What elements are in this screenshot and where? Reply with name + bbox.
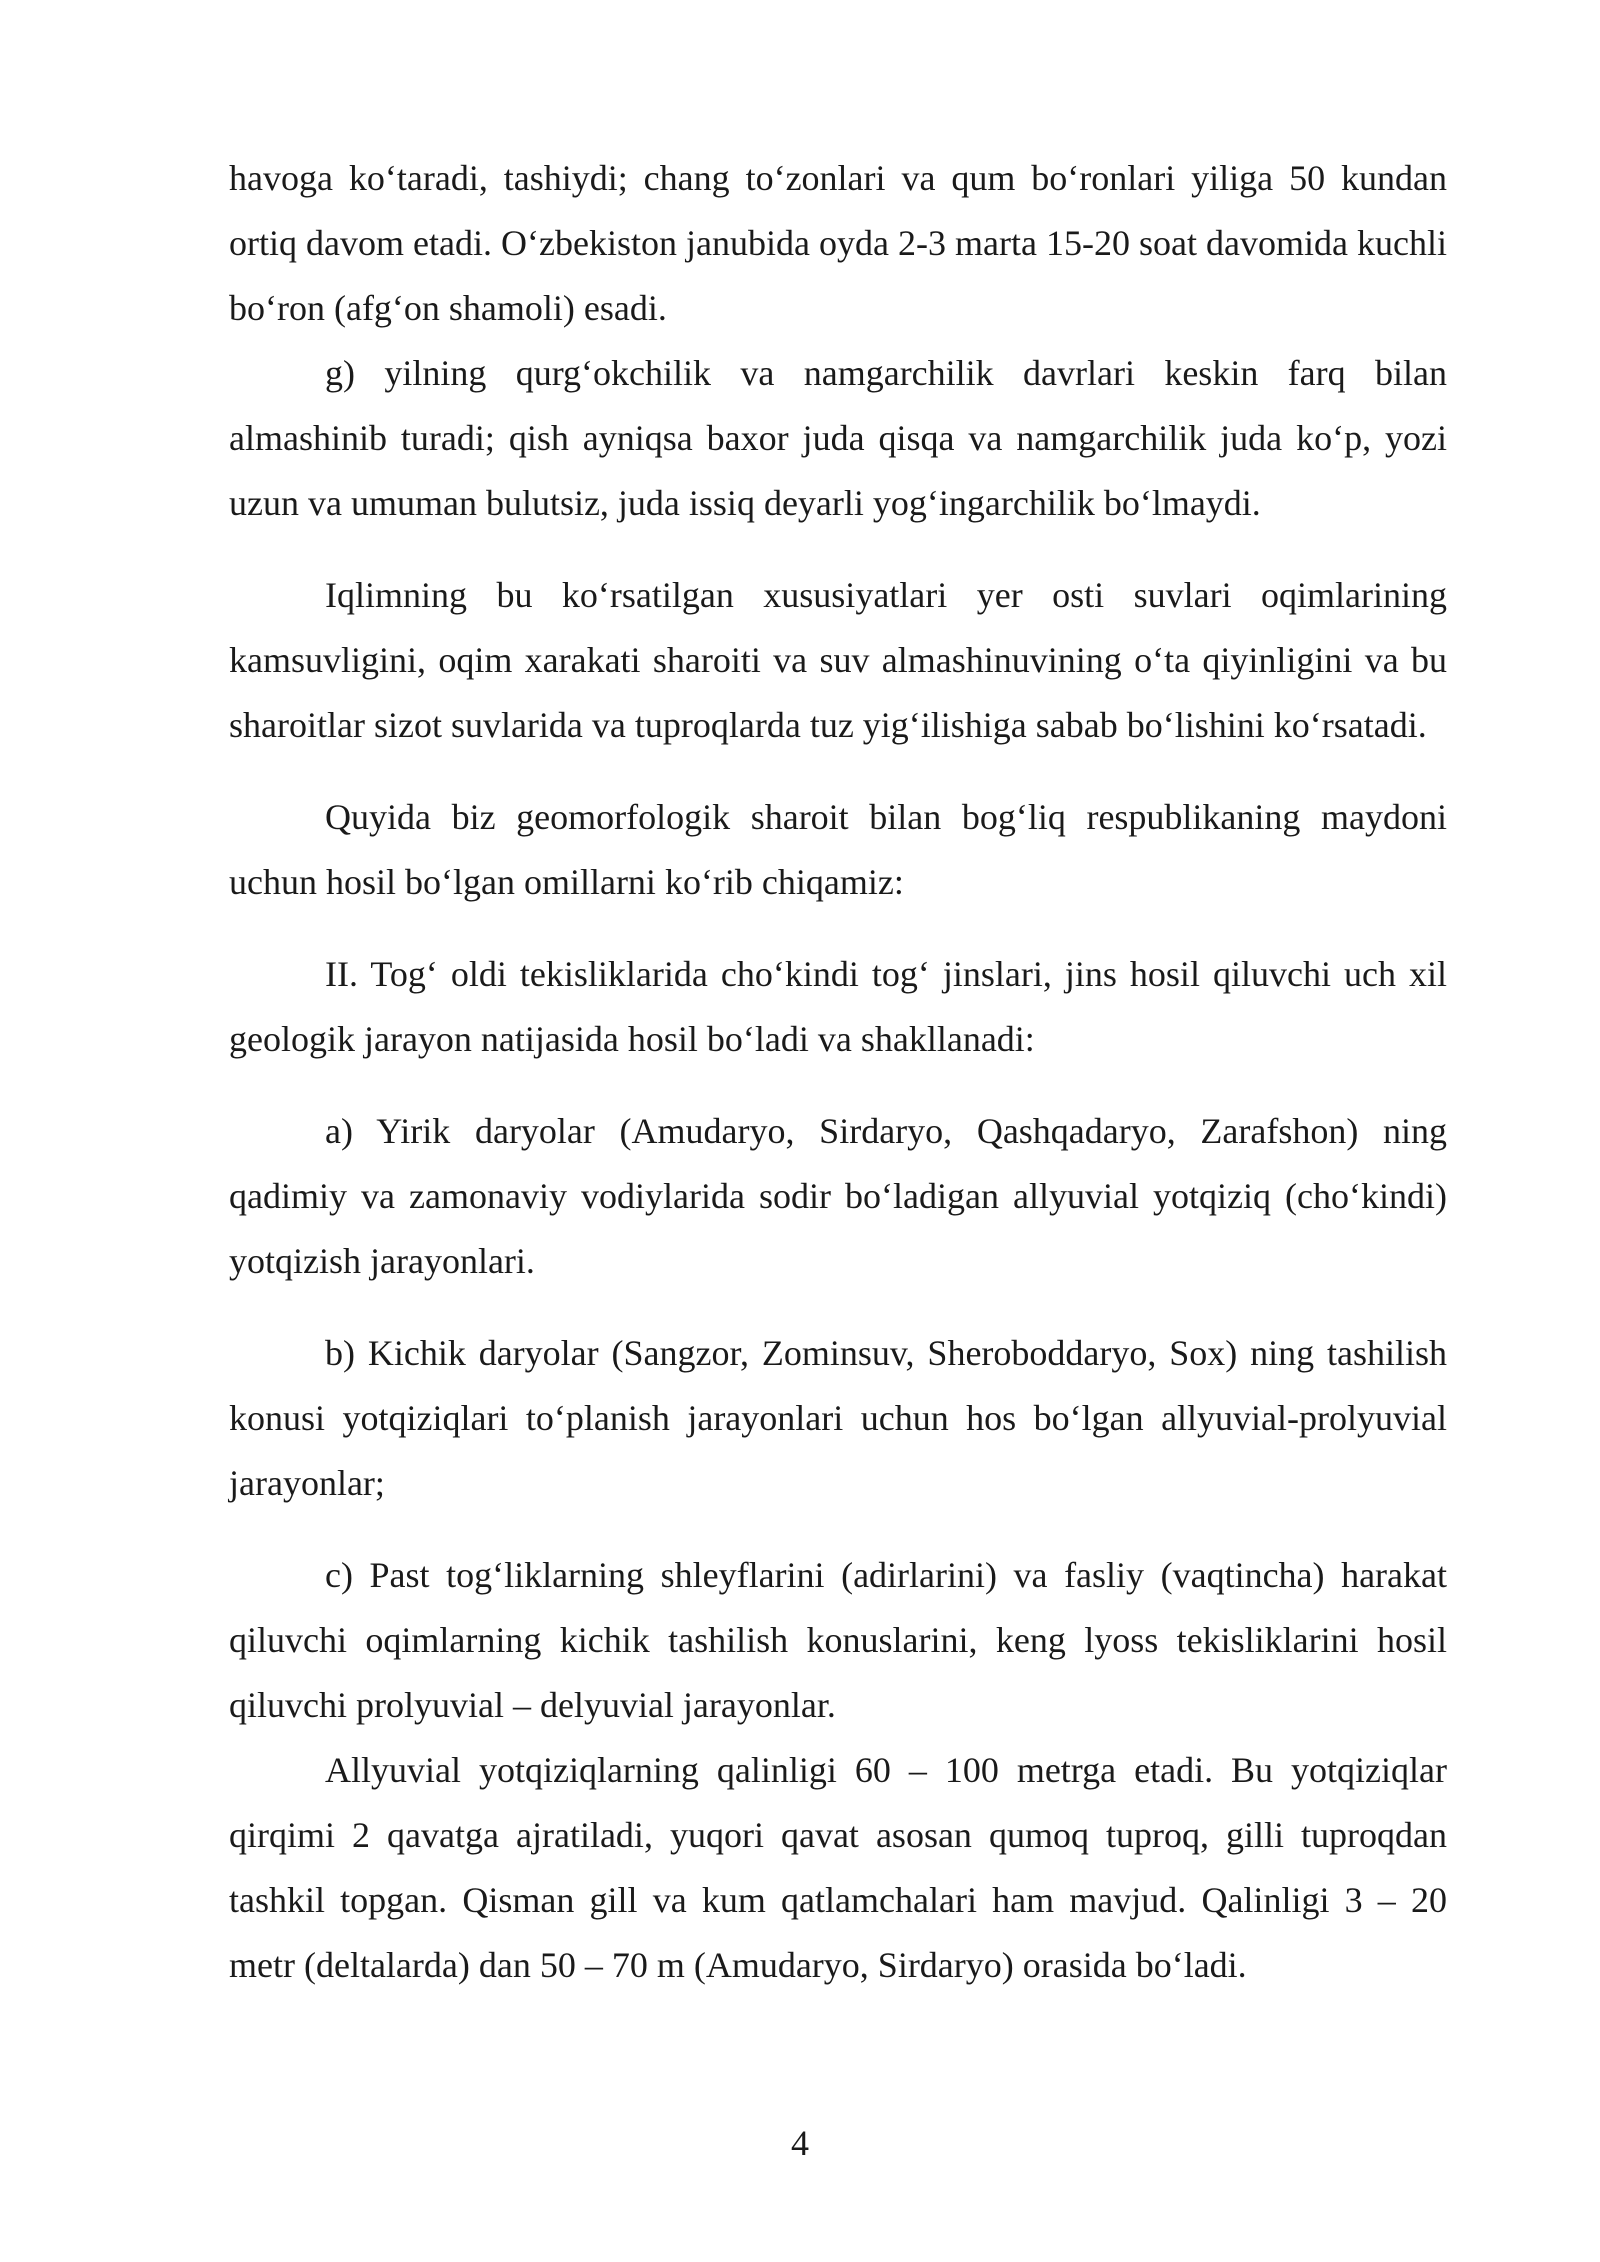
paragraph-g-dry-wet-periods: g) yilning qurg‘okchilik va namgarchilik davrlari keskin farq bilan almashinib turadi; qish ayniqsa baxor juda qisqa va namgarchilik juda ko‘p, yozi uzun va umuman bulutsiz, juda issiq deyarli yog‘ingarchilik bo‘lmaydi.: [229, 353, 1447, 523]
paragraph-continued: havoga ko‘taradi, tashiydi; chang to‘zonlari va qum bo‘ronlari yiliga 50 kundan ortiq davom etadi. O‘zbekiston janubida oyda 2-3 marta 15-20 soat davomida kuchli bo‘ron (afg‘on shamoli) esadi.: [229, 158, 1447, 328]
paragraph-geomorphology-intro: Quyida biz geomorfologik sharoit bilan bog‘liq respublikaning maydoni uchun hosil bo‘lgan omillarni ko‘rib chiqamiz:: [229, 797, 1447, 902]
page-body: [229, 146, 1447, 1998]
paragraph-alluvial-thickness: Allyuvial yotqiziqlarning qalinligi 60 – 100 metrga etadi. Bu yotqiziqlar qirqimi 2 qavatga ajratiladi, yuqori qavat asosan qumoq tuproq, gilli tuproqdan tashkil topgan. Qisman gill va kum qatlamchalari ham mavjud. Qalinligi 3 – 20 metr (deltalarda) dan 50 – 70 m (Amudaryo, Sirdaryo) orasida bo‘ladi.: [229, 1750, 1447, 1985]
paragraph-item-a: a) Yirik daryolar (Amudaryo, Sirdaryo, Qashqadaryo, Zarafshon) ning qadimiy va zamonaviy vodiylarida sodir bo‘ladigan allyuvial yotqiziq (cho‘kindi) yotqizish jarayonlari.: [229, 1111, 1447, 1281]
page-number: 4: [791, 2123, 809, 2163]
paragraph-section-ii: II. Tog‘ oldi tekisliklarida cho‘kindi tog‘ jinslari, jins hosil qiluvchi uch xil geologik jarayon natijasida hosil bo‘ladi va shakllanadi:: [229, 954, 1447, 1059]
paragraph-climate-features: Iqlimning bu ko‘rsatilgan xususiyatlari yer osti suvlari oqimlarining kamsuvligini, oqim xarakati sharoiti va suv almashinuvining o‘ta qiyinligini va bu sharoitlar sizot suvlarida va tuproqlarda tuz yig‘ilishiga sabab bo‘lishini ko‘rsatadi.: [229, 575, 1447, 745]
paragraph-item-c: c) Past tog‘liklarning shleyflarini (adirlarini) va fasliy (vaqtincha) harakat qiluvchi oqimlarning kichik tashilish konuslarini, keng lyoss tekisliklarini hosil qiluvchi prolyuvial – delyuvial jarayonlar.: [229, 1555, 1447, 1725]
paragraph-item-b: b) Kichik daryolar (Sangzor, Zominsuv, Sheroboddaryo, Sox) ning tashilish konusi yotqiziqlari to‘planish jarayonlari uchun hos bo‘lgan allyuvial-prolyuvial jarayonlar;: [229, 1333, 1447, 1503]
